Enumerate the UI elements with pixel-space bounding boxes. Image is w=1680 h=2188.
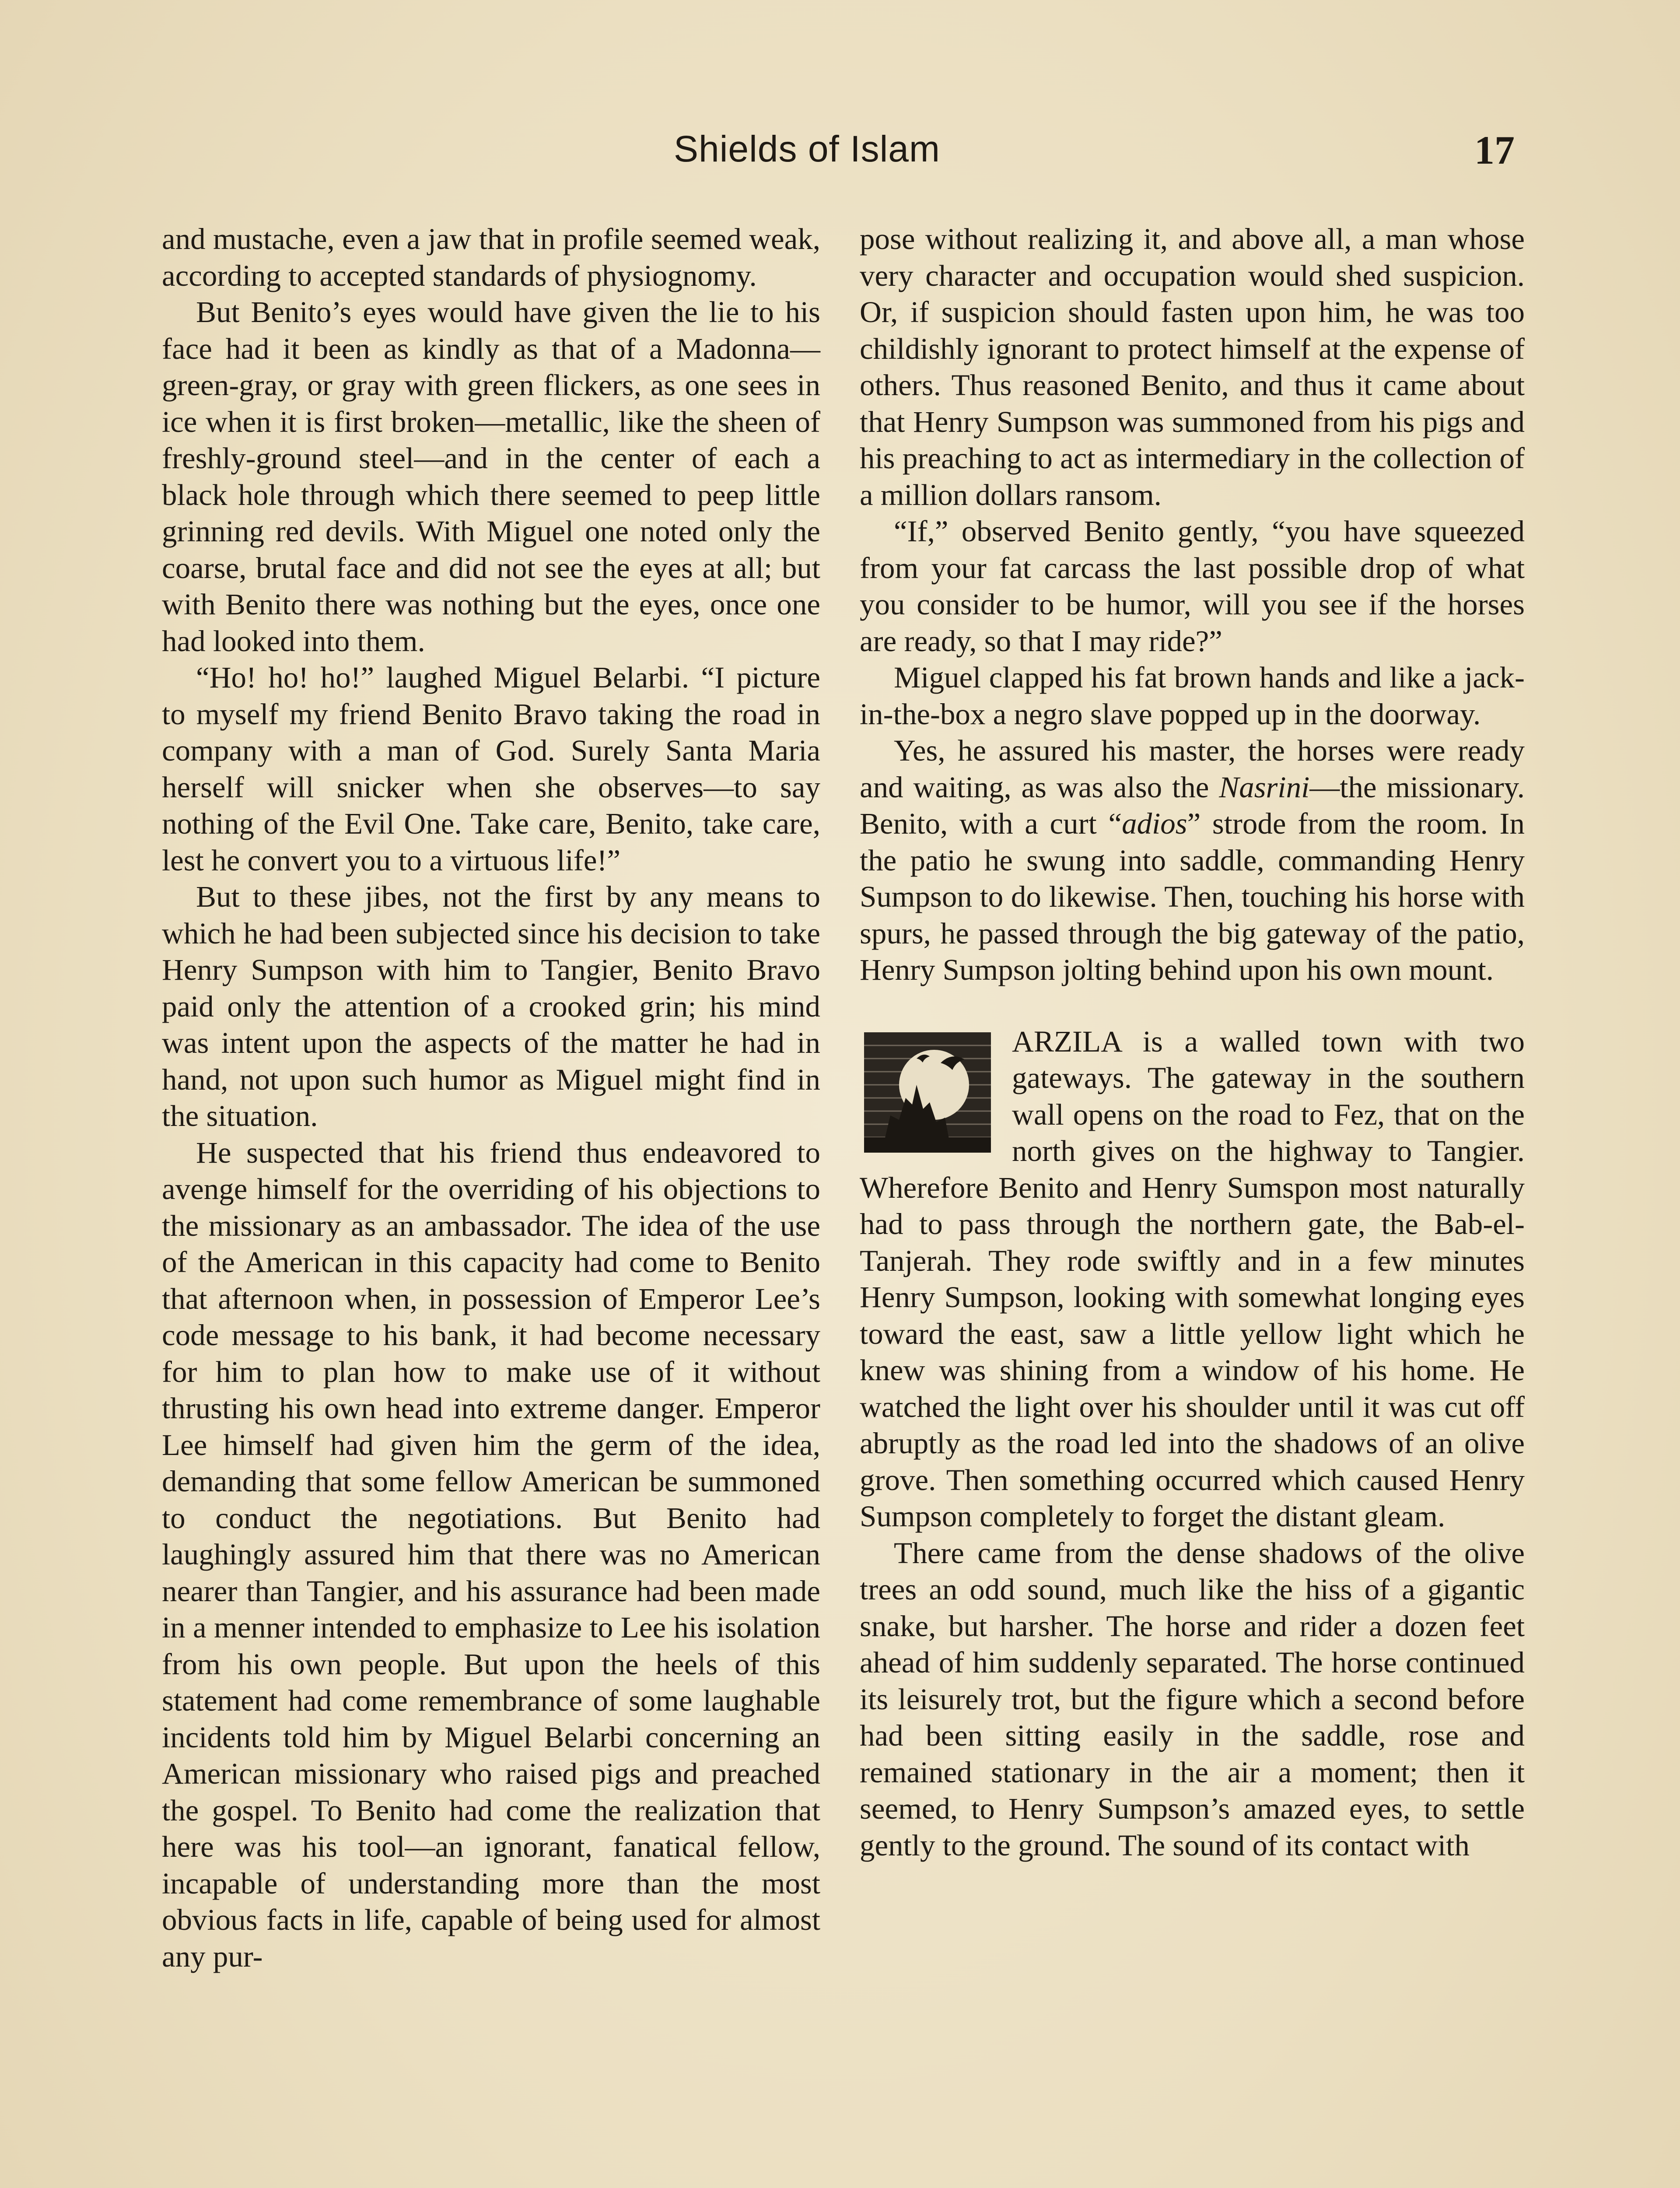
running-title: Shields of Islam bbox=[674, 128, 940, 169]
paragraph: He suspected that his friend thus endeavored to avenge himself for the overriding of his objections to the missionary as an ambassador. The idea of the use of the American in this capacity had come to Benito that afternoon when, in possession of Emperor Lee’s code message to his bank, it had become necessary for him to plan how to make use of it without thrusting his own head into extreme danger. Emperor Lee himself had given him the germ of the idea, demanding that some fellow American be summoned to conduct the negotiations. But Benito had laughingly assured him that there was no American nearer than Tangier, and his assurance had been made in a menner intended to emphasize to Lee his isolation from his own people. But upon the heels of this statement had come remembrance of some laughable incidents told him by Miguel Belarbi concerning an American missionary who raised pigs and preached the gospel. To Benito had come the realization that here was his tool—an ignorant, fanatical fellow, incapable of understanding more than the most obvious facts in life, capable of being used for almost any pur- bbox=[162, 1136, 820, 1973]
italic-term: Nasrini bbox=[1219, 770, 1310, 804]
paragraph: But Benito’s eyes would have given the lie to his face had it been as kindly as that of a Madonna—green-gray, or gray with green flickers, as one sees in ice when it is first broken—metallic, like the sheen of freshly-ground steel—and in the center of each a black hole through which there seemed to peep little grinning red devils. With Miguel one noted only the coarse, brutal face and did not see the eyes at all; but with Benito there was nothing but the eyes, once one had looked into them. bbox=[162, 295, 820, 658]
italic-term: adios bbox=[1122, 807, 1187, 840]
paragraph bbox=[860, 733, 1525, 989]
text-run: —the missionary. Benito, with a curt “ bbox=[860, 770, 1525, 840]
left-column bbox=[162, 221, 820, 1975]
paragraph: There came from the dense shadows of the olive trees an odd sound, much like the hiss of a gigantic snake, but harsher. The horse and rider a dozen feet ahead of him suddenly separated. The horse continued its leisurely trot, but the figure which a second before had been sitting easily in the saddle, rose and remained stationary in the air a moment; then it seemed, to Henry Sumpson’s amazed eyes, to settle gently to the ground. The sound of its contact with bbox=[860, 1536, 1525, 1862]
paragraph: “If,” observed Benito gently, “you have squeezed from your fat carcass the last possible drop of what you consider to be humor, will you see if the horses are ready, so that I may ride?” bbox=[860, 515, 1525, 658]
paragraph: and mustache, even a jaw that in profile seemed weak, according to accepted standards of physiognomy. bbox=[162, 222, 820, 292]
section-opening-paragraph: ARZILA is a walled town with two gateways. The gateway in the southern wall opens on the road to Fez, that on the north gives on the highway to Tangier. Wherefore Benito and Henry Sumspon most naturally had to pass through the northern gate, the Bab-el-Tanjerah. They rode swiftly and in a few minutes Henry Sumpson, looking with somewhat longing eyes toward the east, saw a little yellow light which he knew was shining from a window of his home. He watched the light over his shoulder until it was cut off abruptly as the road led into the shadows of an olive grove. Then something occurred which caused Henry Sumpson completely to forget the distant gleam. bbox=[860, 1024, 1525, 1533]
page-number: 17 bbox=[1474, 128, 1515, 172]
text-run: Yes, he assured his master, the horses were ready and waiting, as was also the bbox=[860, 734, 1525, 804]
section-opening bbox=[860, 1024, 1525, 1535]
paragraph: Miguel clapped his fat brown hands and like a jack-in-the-box a negro slave popped up in the doorway. bbox=[860, 661, 1525, 731]
paragraph: pose without realizing it, and above all, a man whose very character and occupation would shed suspicion. Or, if suspicion should fasten upon him, he was too childishly ignorant to protect himself at the expense of others. Thus reasoned Benito, and thus it came about that Henry Sumpson was summoned from his pigs and his preaching to act as intermediary in the collection of a million dollars ransom. bbox=[860, 222, 1525, 512]
paragraph: “Ho! ho! ho!” laughed Miguel Belarbi. “I picture to myself my friend Benito Bravo taking the road in company with a man of God. Surely Santa Maria herself will snicker when she observes—to say nothing of the Evil One. Take care, Benito, take care, lest he convert you to a virtuous life!” bbox=[162, 661, 820, 877]
dropcap-vignette-icon bbox=[864, 1032, 991, 1153]
right-column bbox=[860, 221, 1525, 1864]
paragraph: But to these jibes, not the first by any means to which he had been subjected since his decision to take Henry Sumpson with him to Tangier, Benito Bravo paid only the attention of a crooked grin; his mind was intent upon the aspects of the matter he had in hand, not upon such humor as Miguel might find in the situation. bbox=[162, 880, 820, 1133]
section-break bbox=[860, 989, 1525, 1024]
text-run: ” strode from the room. In the patio he swung into saddle, commanding Henry Sumpson to do likewise. Then, touching his horse with spurs, he passed through the big gateway of the patio, Henry Sumpson jolting behind upon his own mount. bbox=[860, 807, 1525, 986]
